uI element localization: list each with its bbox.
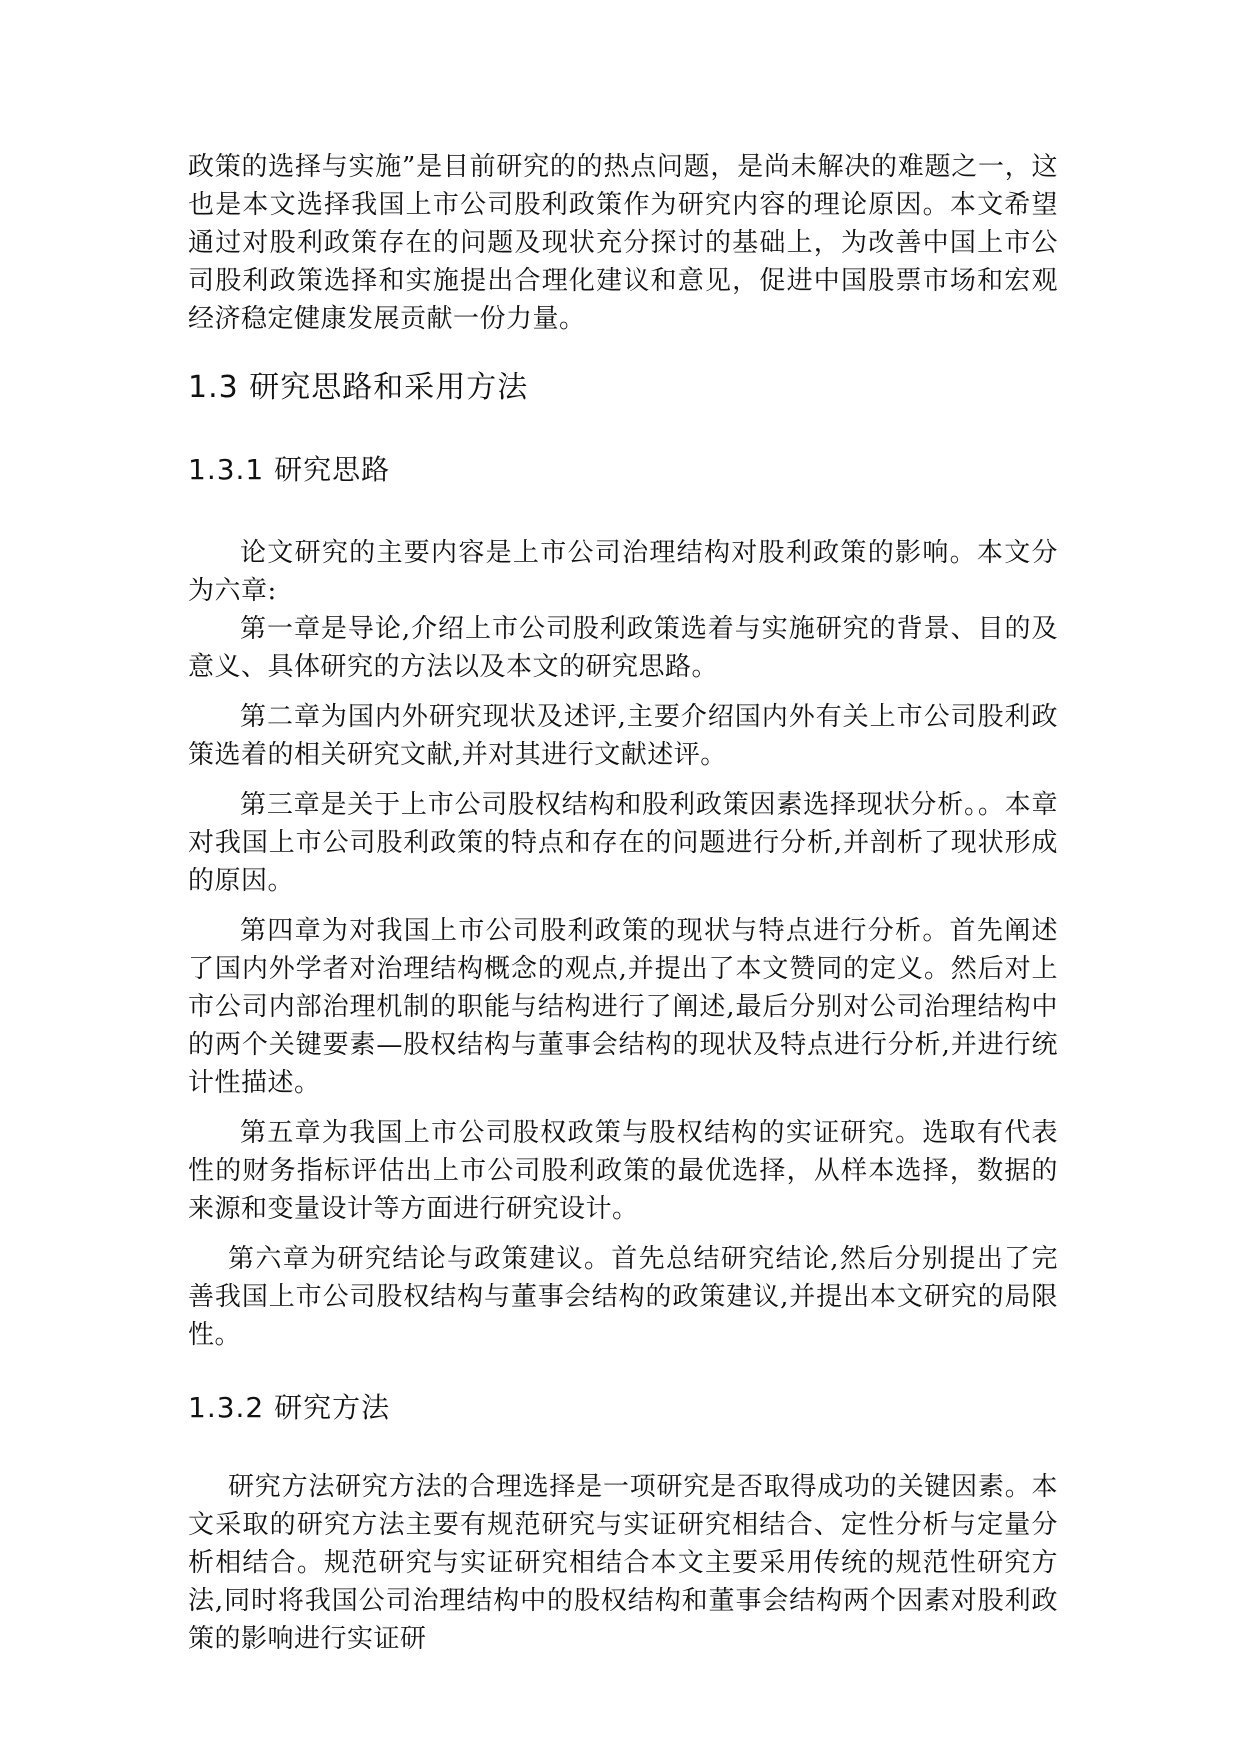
paragraph-chapter-1: 第一章是导论,介绍上市公司股利政策选着与实施研究的背景、目的及意义、具体研究的方法以及本文的研究思路。 bbox=[188, 614, 1058, 682]
paragraph-research-methods: 研究方法研究方法的合理选择是一项研究是否取得成功的关键因素。本文采取的研究方法主要有规范研究与实证研究相结合、定性分析与定量分析相结合。规范研究与实证研究相结合本文主要采用传统的规范性研究方法,同时将我国公司治理结构中的股权结构和董事会结构两个因素对股利政策的影响进行实证研 bbox=[188, 1472, 1058, 1654]
intro-paragraph: 政策的选择与实施”是目前研究的的热点问题，是尚未解决的难题之一，这也是本文选择我国上市公司股利政策作为研究内容的理论原因。本文希望通过对股利政策存在的问题及现状充分探讨的基础上，为改善中国上市公司股利政策选择和实施提出合理化建议和意见，促进中国股票市场和宏观经济稳定健康发展贡献一份力量。 bbox=[188, 152, 1058, 334]
section-heading-1-3: 1.3 研究思路和采用方法 bbox=[188, 370, 529, 405]
subsection-heading-1-3-2: 1.3.2 研究方法 bbox=[188, 1391, 391, 1424]
paragraph-overview: 论文研究的主要内容是上市公司治理结构对股利政策的影响。本文分为六章: bbox=[188, 538, 1058, 606]
subsection-heading-1-3-1: 1.3.1 研究思路 bbox=[188, 453, 391, 486]
paragraph-chapter-6: 第六章为研究结论与政策建议。首先总结研究结论,然后分别提出了完善我国上市公司股权结构与董事会结构的政策建议,并提出本文研究的局限性。 bbox=[188, 1244, 1058, 1350]
paragraph-chapter-2: 第二章为国内外研究现状及述评,主要介绍国内外有关上市公司股利政策选着的相关研究文献,并对其进行文献述评。 bbox=[188, 702, 1058, 770]
paragraph-chapter-5: 第五章为我国上市公司股权政策与股权结构的实证研究。选取有代表性的财务指标评估出上市公司股利政策的最优选择，从样本选择，数据的来源和变量设计等方面进行研究设计。 bbox=[188, 1118, 1058, 1224]
paragraph-chapter-4: 第四章为对我国上市公司股利政策的现状与特点进行分析。首先阐述了国内外学者对治理结构概念的观点,并提出了本文赞同的定义。然后对上市公司内部治理机制的职能与结构进行了阐述,最后分别对公司治理结构中的两个关键要素—股权结构与董事会结构的现状及特点进行分析,并进行统计性描述。 bbox=[188, 916, 1058, 1098]
document-page bbox=[188, 148, 1058, 1658]
paragraph-chapter-3: 第三章是关于上市公司股权结构和股利政策因素选择现状分析。。本章对我国上市公司股利政策的特点和存在的问题进行分析,并剖析了现状形成的原因。 bbox=[188, 790, 1058, 896]
